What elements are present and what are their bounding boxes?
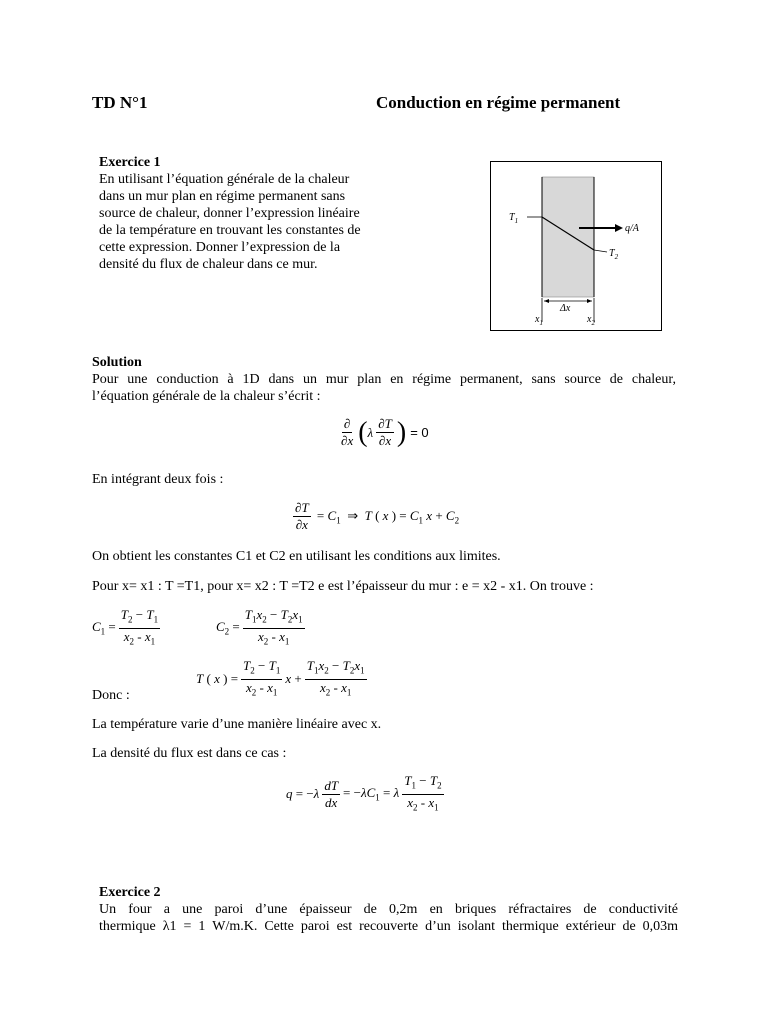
exercise-2-title: Exercice 2	[99, 885, 161, 900]
t2-leader	[594, 250, 607, 252]
solution-title: Solution	[92, 355, 142, 370]
header-left: TD N°1	[92, 93, 148, 112]
integration-equation: $\frac{\partial T}{\partial x}$ = $C_1$ ⇒ T ( x ) = $C_1$ $x + C_2$	[295, 500, 460, 532]
donc-text: Donc :	[92, 688, 130, 703]
constants-text: On obtient les constantes C1 et C2 en utilisant les conditions aux limites.	[92, 549, 501, 564]
flux-equation: q = −λ $\frac{dT}{dx}$ = $-\lambda C_1 = \lambda$ $\frac{T_1 - T_2}{x_2 - x_1}$	[286, 773, 442, 813]
exercise-1-line: source de chaleur, donner l’expression linéaire	[99, 206, 360, 221]
t2-label: $T_2$	[609, 248, 619, 261]
c1-equation: $C_1$ = $\frac{T_2 - T_1}{x_2 - x_1}$	[92, 607, 159, 647]
exercise-1-title: Exercice 1	[99, 155, 161, 170]
solution-intro-line2: l’équation générale de la chaleur s’écrit :	[92, 389, 321, 404]
dx-label: Δx	[560, 303, 571, 314]
c2-equation: $C_2$ = $\frac{T_1x_2 - T_2x_1}{x_2 - x_1}$	[216, 607, 303, 647]
exercise-1-line: de la température en trouvant les constantes de	[99, 223, 361, 238]
x2-label: $x_2$	[587, 314, 595, 327]
linear-text: La température varie d’une manière linéaire avec x.	[92, 717, 382, 732]
exercise-2-line2: thermique λ1 = 1 W/m.K. Cette paroi est recouverte d’un isolant thermique extérieur de 0,03m	[99, 919, 678, 934]
temperature-equation: T ( x ) = $\frac{T_2 - T_1}{x_2 - x_1}$ x + $\frac{T_1x_2 - T_2x_1}{x_2 - x_1}$	[196, 658, 365, 698]
flux-label: q/A	[625, 223, 639, 234]
boundary-conditions: Pour x= x1 : T =T1, pour x= x2 : T =T2 e est l’épaisseur du mur : e = x2 - x1. On trouve :	[92, 579, 594, 594]
integrate-text: En intégrant deux fois :	[92, 472, 224, 487]
wall-figure	[490, 161, 662, 331]
wall-diagram	[491, 162, 661, 330]
t1-label: $T_1$	[509, 212, 519, 225]
flux-intro-text: La densité du flux est dans ce cas :	[92, 746, 287, 761]
exercise-1-line: dans un mur plan en régime permanent sans	[99, 189, 346, 204]
header-right: Conduction en régime permanent	[376, 93, 621, 112]
exercise-1-line: densité du flux de chaleur dans ce mur.	[99, 257, 318, 272]
flux-arrowhead	[615, 224, 623, 232]
exercise-1-line: En utilisant l’équation générale de la chaleur	[99, 172, 350, 187]
exercise-2-line1: Un four a une paroi d’une épaisseur de 0,2m en briques réfractaires de conductivité	[99, 902, 678, 917]
exercise-1	[99, 154, 399, 273]
x1-label: $x_1$	[535, 314, 543, 327]
solution-intro-line1: Pour une conduction à 1D dans un mur plan en régime permanent, sans source de chaleur,	[92, 372, 676, 387]
wall-slab	[542, 177, 594, 297]
exercise-1-line: cette expression. Donner l’expression de la	[99, 240, 341, 255]
heat-equation: $\frac{\partial}{\partial x}$ ( λ $\frac{\partial T}{\partial x}$ ) = 0	[341, 416, 429, 448]
